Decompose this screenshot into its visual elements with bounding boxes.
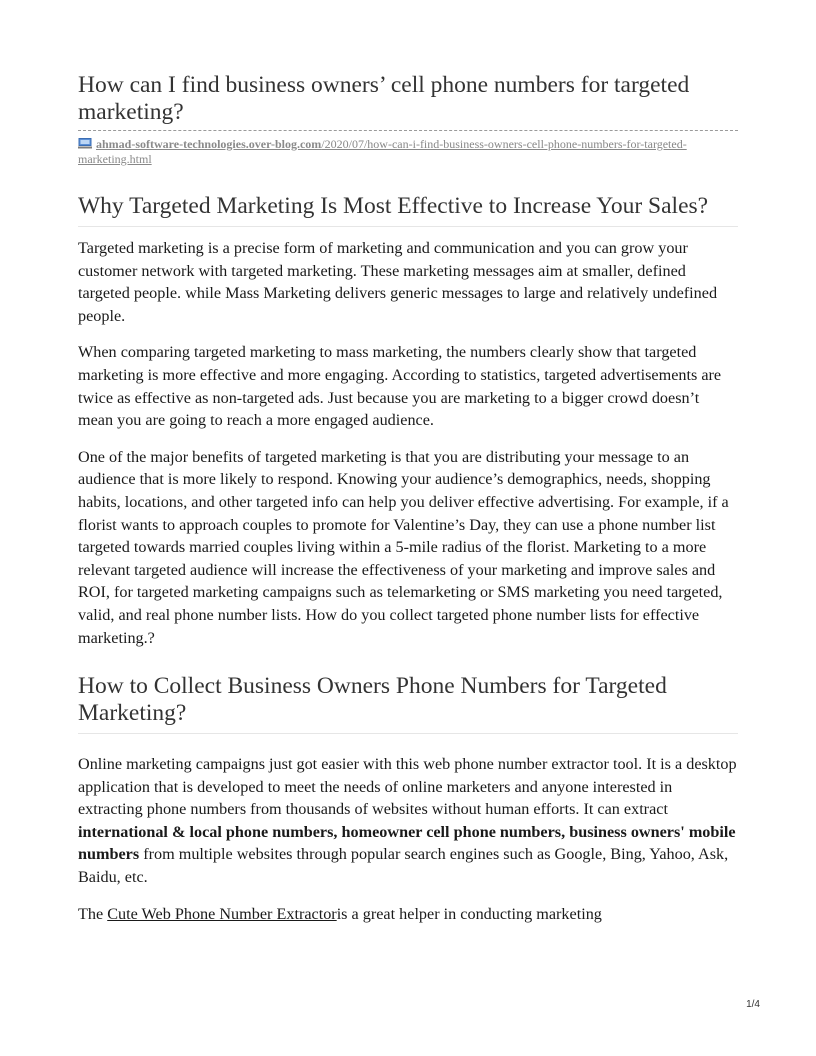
source-line (78, 137, 738, 167)
paragraph-comparison: When comparing targeted marketing to mass marketing, the numbers clearly show that targeted marketing is more effective and more engaging. According to statistics, targeted advertisements are twice as effective as non-targeted ads. Just because you are marketing to a bigger crowd doesn’t mean you are going to reach a more engaged audience. (78, 343, 722, 430)
text-span: The (78, 904, 108, 923)
section-heading-how-to-collect: How to Collect Business Owners Phone Numbers for Targeted Marketing? (78, 673, 738, 734)
source-link[interactable] (78, 137, 687, 166)
text-span: from multiple websites through popular search engines such as Google, Bing, Yahoo, Ask, Baidu, etc. (78, 845, 729, 887)
extractor-link[interactable]: Cute Web Phone Number Extractor (107, 904, 337, 923)
paragraph-extractor-intro (78, 753, 738, 889)
bold-phrase: international & local phone numbers, homeowner cell phone numbers, business owners' mobile numbers (78, 822, 736, 864)
computer-icon (78, 138, 92, 149)
source-path: /2020/07/how-can-i-find-business-owners-cell-phone-numbers-for-targeted-marketing.html (78, 137, 687, 166)
document-title: How can I find business owners’ cell phone numbers for targeted marketing? (78, 72, 738, 131)
paragraph-benefits: One of the major benefits of targeted marketing is that you are distributing your message to an audience that is more likely to respond. Knowing your audience’s demographics, needs, shopping habits, locations, and other targeted info can help you deliver effective advertising. For example, if a florist wants to approach couples to promote for Valentine’s Day, they can use a phone number list targeted towards married couples living within a 5-mile radius of the florist. Marketing to a more relevant targeted audience will increase the effectiveness of your marketing and improve sales and ROI, for targeted marketing campaigns such as telemarketing or SMS marketing you need targeted, valid, and real phone number lists. How do you collect targeted phone number lists for effective marketing.? (78, 447, 729, 647)
source-domain: ahmad-software-technologies.over-blog.com (96, 137, 322, 151)
document-page (78, 72, 738, 925)
section-heading-why-targeted: Why Targeted Marketing Is Most Effective to Increase Your Sales? (78, 193, 738, 227)
paragraph-extractor-helper (78, 903, 738, 926)
page-number: 1/4 (746, 999, 760, 1010)
text-span: Online marketing campaigns just got easier with this web phone number extractor tool. It is a desktop application that is developed to meet the needs of online marketers and anyone interested in extracting phone numbers from thousands of websites without human efforts. It can extract (78, 755, 737, 819)
paragraph-targeted-definition: Targeted marketing is a precise form of marketing and communication and you can grow your customer network with targeted marketing. These marketing messages aim at smaller, defined targeted people. while Mass Marketing delivers generic messages to large and relatively undefined people. (78, 239, 718, 325)
text-span: is a great helper in conducting marketing (336, 904, 602, 923)
